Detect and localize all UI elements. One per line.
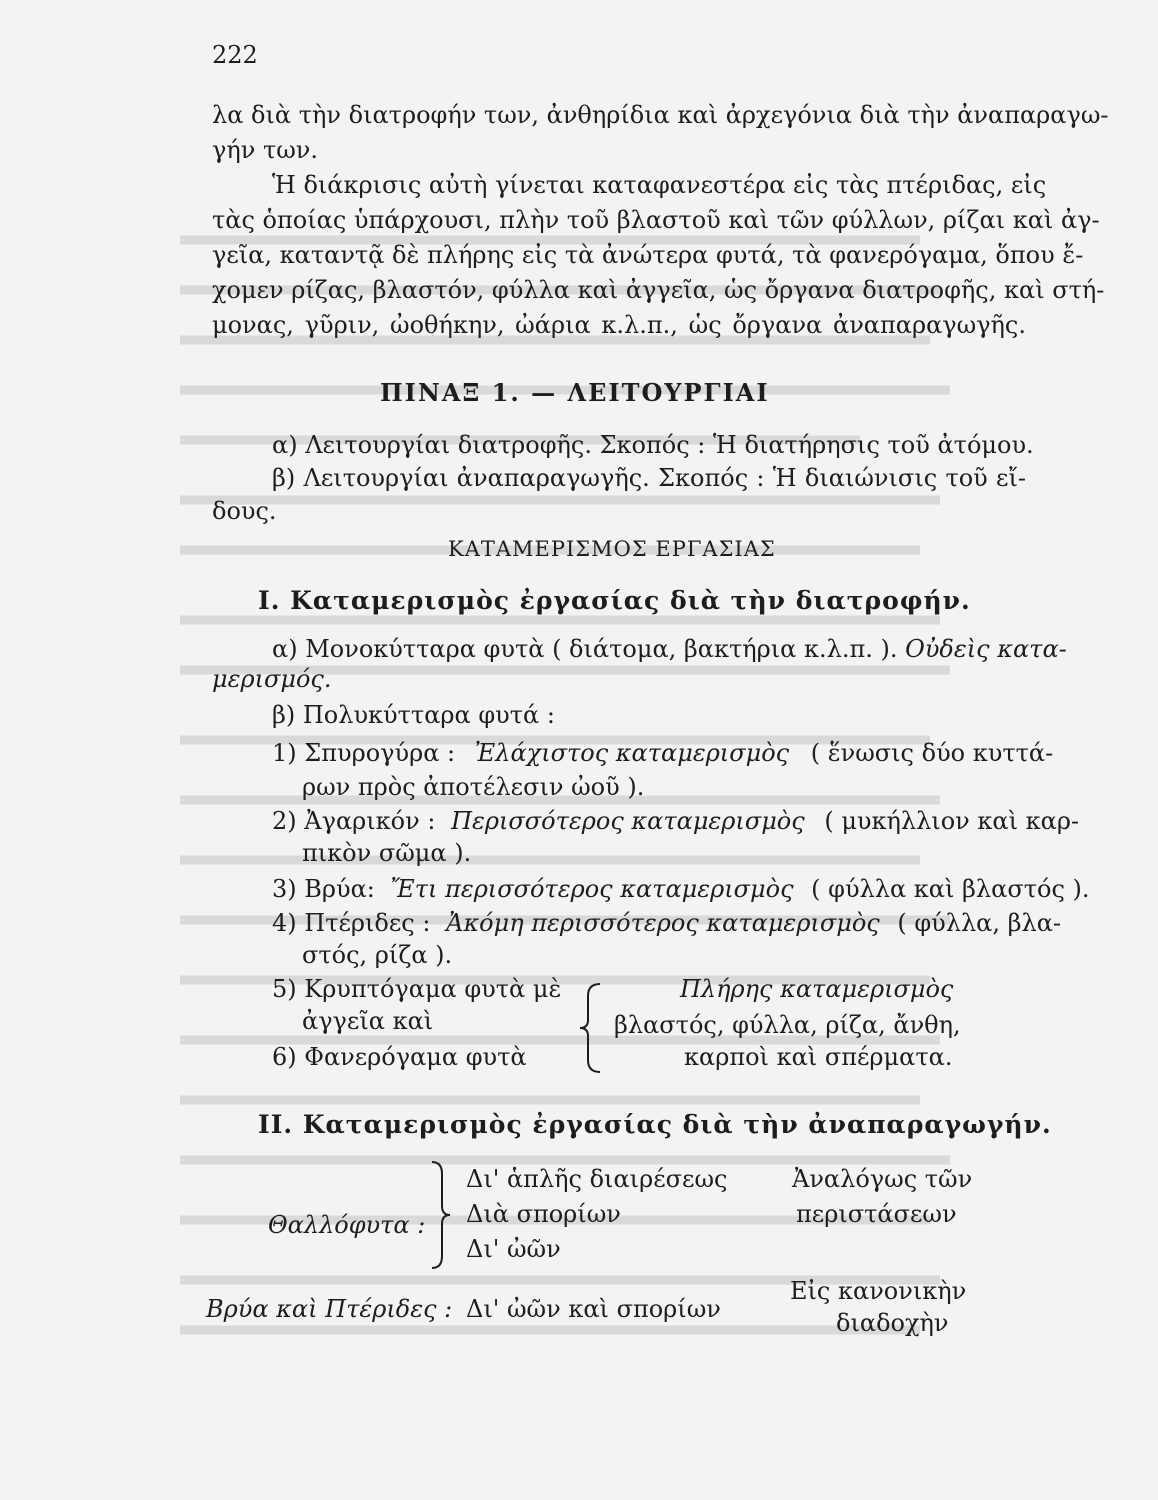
note1-line2: περιστάσεων	[796, 1200, 957, 1228]
method3: Δι' ὠῶν	[466, 1235, 561, 1263]
item1-rest: ( ἕνωσις δύο κυττά-	[810, 739, 1054, 767]
para1-line2: γήν των.	[212, 136, 319, 164]
section1-heading: I. Καταμερισμὸς ἐργασίας διὰ τὴν διατροφήν.	[258, 586, 971, 615]
item2-rest: ( μυκήλλιον καὶ καρ-	[824, 807, 1080, 835]
function-b-line1: β) Λειτουργίαι ἀναπαραγωγῆς. Σκοπός : Ἡ διαιώνισις τοῦ εἴ-	[272, 464, 1026, 492]
item6: 6) Φανερόγαμα φυτὰ	[272, 1043, 527, 1071]
note2-line1: Εἰς κανονικὴν	[790, 1277, 967, 1305]
item1-row	[272, 738, 1053, 768]
item2-label: 2) Ἀγαρικόν :	[272, 807, 436, 835]
section1-a-italic: Οὐδεὶς κατα-	[905, 635, 1067, 663]
page-number: 222	[212, 41, 258, 69]
method1: Δι' ἁπλῆς διαιρέσεως	[466, 1165, 728, 1193]
para2-line2: τὰς ὁποίας ὑπάρχουσι, πλὴν τοῦ βλαστοῦ καὶ τῶν φύλλων, ρίζαι καὶ ἀγ-	[212, 206, 1100, 234]
brace-note-line3: καρποὶ καὶ σπέρματα.	[684, 1043, 953, 1071]
item4-rest: ( φύλλα, βλα-	[897, 909, 1062, 937]
section1-a-row	[272, 634, 1067, 664]
item1-italic: Ἐλάχιστος καταμερισμὸς	[474, 739, 790, 767]
function-a: α) Λειτουργίαι διατροφῆς. Σκοπός : Ἡ διατήρησις τοῦ ἀτόμου.	[272, 431, 1034, 459]
brace-note-italic: Πλήρης καταμερισμὸς	[680, 975, 954, 1003]
bryophyta-label: Βρύα καὶ Πτέριδες :	[206, 1295, 453, 1323]
note2-line2: διαδοχὴν	[836, 1309, 949, 1337]
item2-row	[272, 806, 1079, 836]
left-brace-icon	[428, 1160, 452, 1270]
para1-line1: λα διὰ τὴν διατροφήν των, ἀνθηρίδια καὶ ἀρχεγόνια διὰ τὴν ἀναπαραγω-	[212, 101, 1109, 129]
para2-line3: γεῖα, καταντᾷ δὲ πλήρης εἰς τὰ ἀνώτερα φυτά, τὰ φανερόγαμα, ὅπου ἔ-	[212, 241, 1084, 269]
para2-line4: χομεν ρίζας, βλαστόν, φύλλα καὶ ἀγγεῖα, ὡς ὄργανα διατροφῆς, καὶ στή-	[212, 276, 1105, 304]
item4-row	[272, 908, 1061, 938]
section1-a-italic-cont: μερισμός.	[212, 665, 332, 693]
section1-a-text: α) Μονοκύτταρα φυτὰ ( διάτομα, βακτήρια κ.λ.π. ).	[272, 635, 898, 663]
section1-b: β) Πολυκύτταρα φυτά :	[272, 701, 555, 729]
note1-line1: Ἀναλόγως τῶν	[792, 1165, 973, 1193]
item2-line2: πικὸν σῶμα ).	[302, 839, 472, 867]
division-heading: ΚΑΤΑΜΕΡΙΣΜΟΣ ΕΡΓΑΣΙΑΣ	[448, 537, 776, 561]
item3-rest: ( φύλλα καὶ βλαστός ).	[811, 875, 1090, 903]
para2-line5: μονας, γῦριν, ὠοθήκην, ὠάρια κ.λ.π., ὡς ὄργανα ἀναπαραγωγῆς.	[212, 311, 1026, 339]
section2-heading: II. Καταμερισμὸς ἐργασίας διὰ τὴν ἀναπαραγωγήν.	[258, 1110, 1052, 1139]
item3-row	[272, 874, 1090, 904]
item4-italic: Ἀκόμη περισσότερος καταμερισμὸς	[446, 909, 880, 937]
brace-note-line2: βλαστός, φύλλα, ρίζα, ἄνθη,	[614, 1011, 961, 1039]
function-b-line2: δους.	[212, 497, 277, 525]
item1-label: 1) Σπυρογύρα :	[272, 739, 456, 767]
method2: Διὰ σπορίων	[466, 1200, 621, 1228]
item3-label: 3) Βρύα:	[272, 875, 375, 903]
item4-label: 4) Πτέριδες :	[272, 909, 431, 937]
item2-italic: Περισσότερος καταμερισμὸς	[451, 807, 805, 835]
right-brace-icon	[578, 982, 608, 1074]
para2-line1: Ἡ διάκρισις αὐτὴ γίνεται καταφανεστέρα εἰς τὰς πτέριδας, εἰς	[272, 171, 1047, 199]
thallophyta-label: Θαλλόφυτα :	[268, 1211, 426, 1239]
item4-line2: στός, ρίζα ).	[302, 941, 453, 969]
table-title: ΠΙΝΑΞ 1. — ΛΕΙΤΟΥΡΓΙΑΙ	[380, 378, 770, 407]
item5-line1: 5) Κρυπτόγαμα φυτὰ μὲ	[272, 975, 562, 1003]
item5-line2: ἀγγεῖα καὶ	[302, 1007, 434, 1035]
bryophyta-method: Δι' ὠῶν καὶ σπορίων	[466, 1295, 721, 1323]
item1-line2: ρων πρὸς ἀποτέλεσιν ὠοῦ ).	[302, 773, 645, 801]
item3-italic: Ἔτι περισσότερος καταμερισμὸς	[390, 875, 794, 903]
